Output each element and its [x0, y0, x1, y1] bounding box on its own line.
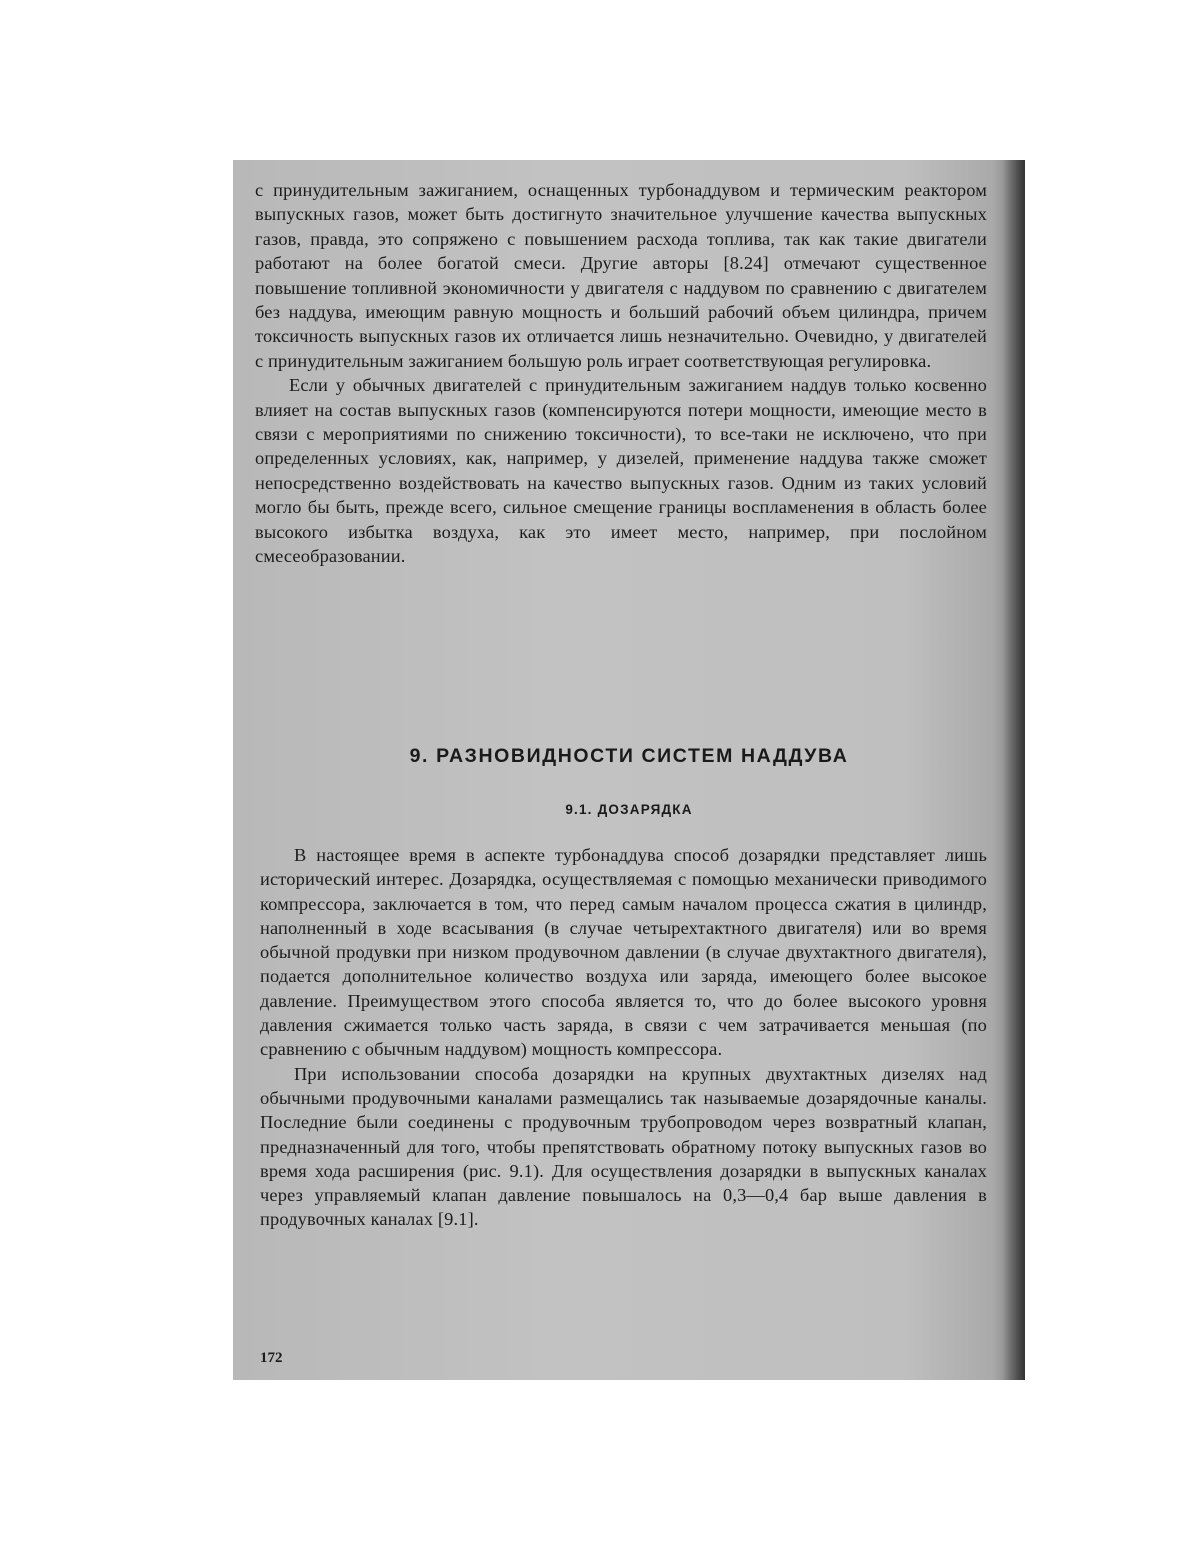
paragraph-4: При использовании способа дозарядки на крупных двухтактных дизелях над обычными продувочными каналами размещались так называемые дозарядочные каналы. Последние были соединены с продувочным трубопроводом через возвратный клапан, предназначенный для того, чтобы препятствовать обратному потоку выпускных газов во время хода расширения (рис. 9.1). Для осуществления дозарядки в выпускных каналах через управляемый клапан давление повышалось на 0,3—0,4 бар выше давления в продувочных каналах [9.1]. [260, 1063, 987, 1230]
chapter-heading: 9. РАЗНОВИДНОСТИ СИСТЕМ НАДДУВА [409, 745, 849, 767]
page-number: 172 [260, 1350, 283, 1366]
scanned-book-page [233, 160, 1025, 1380]
paragraph-3: В настоящее время в аспекте турбонаддува способ дозарядки представляет лишь исторический интерес. Дозарядка, осуществляемая с помощью механически приводимого компрессора, заключается в том, что перед самым началом процесса сжатия в цилиндр, наполненный в ходе всасывания (в случае четырехтактного двигателя) или во время обычной продувки при низком продувочном давлении (в случае двухтактного двигателя), подается дополнительное количество воздуха или заряда, имеющего более высокое давление. Преимуществом этого способа является то, что до более высокого уровня давления сжимается только часть заряда, в связи с чем затрачивается меньшая (по сравнению с обычным наддувом) мощность компрессора. [260, 845, 987, 1060]
body-text-bottom [260, 843, 987, 1232]
body-text-top [255, 178, 987, 569]
section-heading: 9.1. ДОЗАРЯДКА [565, 802, 693, 817]
paragraph-2: Если у обычных двигателей с принудительным зажиганием наддув только косвенно влияет на состав выпускных газов (компенсируются потери мощности, имеющие место в связи с мероприятиями по снижению токсичности), то все-таки не исключено, что при определенных условиях, как, например, у дизелей, применение наддува также сможет непосредственно воздействовать на качество выпускных газов. Одним из таких условий могло бы быть, прежде всего, сильное смещение границы воспламенения в область более высокого избытка воздуха, как это имеет место, например, при послойном смесеобразовании. [255, 375, 987, 567]
book-spine-shadow [1003, 160, 1025, 1380]
paragraph-1: с принудительным зажиганием, оснащенных турбонаддувом и термическим реактором выпускных газов, может быть достигнуто значительное улучшение качества выпускных газов, правда, это сопряжено с повышением расхода топлива, так как такие двигатели работают на более богатой смеси. Другие авторы [8.24] отмечают существенное повышение топливной экономичности у двигателя с наддувом по сравнению с двигателем без наддува, имеющим равную мощность и больший рабочий объем цилиндра, причем токсичность выпускных газов их отличается лишь незначительно. Очевидно, у двигателей с принудительным зажиганием большую роль играет соответствующая регулировка. [255, 180, 987, 371]
